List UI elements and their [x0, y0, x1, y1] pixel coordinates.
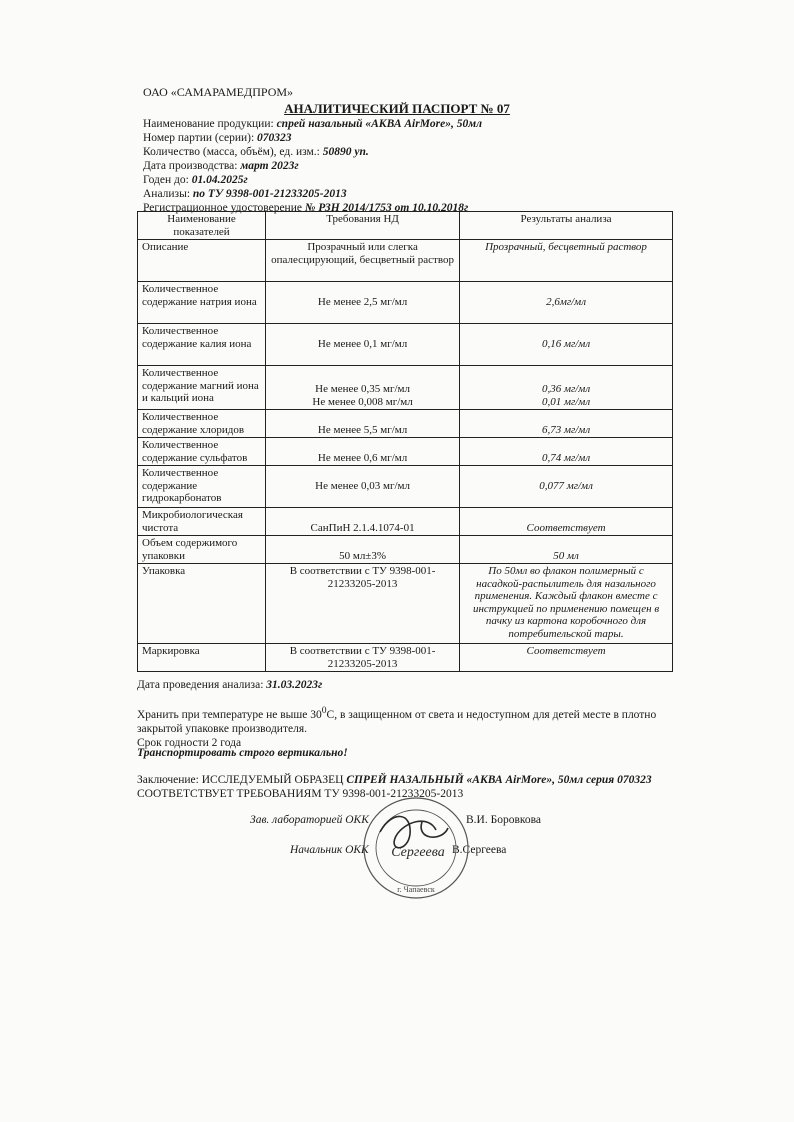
meta-analysis: Анализы: по ТУ 9398-001-21233205-2013 [143, 188, 347, 200]
row-name: Маркировка [138, 644, 266, 672]
row-name: Описание [138, 240, 266, 282]
row-name: Упаковка [138, 564, 266, 644]
table-row [138, 240, 673, 282]
stamp-text: г. Чапаевск [397, 885, 435, 894]
row-result: 6,73 мг/мл [460, 410, 673, 438]
transport-note: Транспортировать строго вертикально! [137, 747, 348, 759]
row-result: По 50мл во флакон полимерный с насадкой-распылитель для назального применения. Каждый флакон вместе с инструкцией по применению помещен в пачку из картона коробочного для потребительской тары. [460, 564, 673, 644]
table-row [138, 466, 673, 508]
row-requirement: Не менее 2,5 мг/мл [266, 282, 460, 324]
row-result: 0,16 мг/мл [460, 324, 673, 366]
meta-batch: Номер партии (серии): 070323 [143, 132, 292, 144]
row-result: Соответствует [460, 644, 673, 672]
row-result: 0,74 мг/мл [460, 438, 673, 466]
row-result: Соответствует [460, 508, 673, 536]
row-result: 2,6мг/мл [460, 282, 673, 324]
header-cell-requirements: Требования НД [266, 212, 460, 240]
table-row [138, 366, 673, 410]
meta-production-date: Дата производства: март 2023г [143, 160, 299, 172]
meta-registration: Регистрационное удостоверение № РЗН 2014/1753 от 10.10.2018г [143, 202, 469, 214]
row-result: 0,077 мг/мл [460, 466, 673, 508]
signatory-2-role: Начальник ОКК [290, 844, 369, 856]
row-result: Прозрачный, бесцветный раствор [460, 240, 673, 282]
analysis-date: Дата проведения анализа: 31.03.2023г [137, 679, 323, 691]
signature-handwriting: Сергеева [391, 845, 445, 860]
meta-product: Наименование продукции: спрей назальный «АКВА AirMore», 50мл [143, 118, 483, 130]
organization-name: ОАО «САМАРАМЕДПРОМ» [143, 85, 294, 99]
meta-quantity: Количество (масса, объём), ед. изм.: 50890 уп. [143, 146, 369, 158]
table-row [138, 324, 673, 366]
table-row [138, 644, 673, 672]
signatory-2-name: В.Сергеева [452, 844, 507, 856]
table-row [138, 564, 673, 644]
row-name: Количественное содержание натрия иона [138, 282, 266, 324]
row-requirement: Не менее 5,5 мг/мл [266, 410, 460, 438]
row-name: Количественное содержание магний иона и кальций иона [138, 366, 266, 410]
table-row [138, 536, 673, 564]
row-requirement: Не менее 0,35 мг/мл Не менее 0,008 мг/мл [266, 366, 460, 410]
conclusion: Заключение: ИССЛЕДУЕМЫЙ ОБРАЗЕЦ СПРЕЙ НАЗАЛЬНЫЙ «АКВА AirMore», 50мл серия 070323 СООТВЕТСТВУЕТ ТРЕБОВАНИЯМ ТУ 9398-001-21233205-2013 [137, 774, 652, 800]
header-cell-name: Наименование показателей [138, 212, 266, 240]
table-row [138, 410, 673, 438]
row-requirement: 50 мл±3% [266, 536, 460, 564]
document-title: АНАЛИТИЧЕСКИЙ ПАСПОРТ № 07 [284, 101, 510, 116]
row-name: Количественное содержание сульфатов [138, 438, 266, 466]
row-result: 50 мл [460, 536, 673, 564]
storage-conditions: Хранить при температуре не выше $30^0С$, в защищенном от света и недоступном для детей месте в плотно закрытой упаковке производителя. Срок годности 2 года [137, 704, 677, 750]
signature-stroke [380, 816, 448, 847]
row-name: Объем содержимого упаковки [138, 536, 266, 564]
row-requirement: СанПиН 2.1.4.1074-01 [266, 508, 460, 536]
row-name: Количественное содержание гидрокарбонатов [138, 466, 266, 508]
row-result: 0,36 мг/мл 0,01 мг/мл [460, 366, 673, 410]
signatory-1-name: В.И. Боровкова [466, 814, 542, 826]
row-requirement: Не менее 0,6 мг/мл [266, 438, 460, 466]
table-row [138, 508, 673, 536]
round-stamp-with-signature [352, 792, 480, 902]
row-name: Количественное содержание калия иона [138, 324, 266, 366]
shelf-life: Срок годности 2 года [137, 736, 242, 749]
table-row [138, 282, 673, 324]
analysis-table [137, 211, 673, 672]
document-meta [143, 117, 482, 215]
row-requirement: В соответствии с ТУ 9398-001-21233205-2013 [266, 644, 460, 672]
table-header-row [138, 212, 673, 240]
row-requirement: Прозрачный или слегка опалесцирующий, бесцветный раствор [266, 240, 460, 282]
table-row [138, 438, 673, 466]
header-cell-results: Результаты анализа [460, 212, 673, 240]
row-requirement: Не менее 0,1 мг/мл [266, 324, 460, 366]
signatory-1-role: Зав. лабораторией ОКК [250, 814, 369, 826]
meta-expiry: Годен до: 01.04.2025г [143, 174, 248, 186]
row-requirement: Не менее 0,03 мг/мл [266, 466, 460, 508]
row-name: Микробиологическая чистота [138, 508, 266, 536]
row-name: Количественное содержание хлоридов [138, 410, 266, 438]
row-requirement: В соответствии с ТУ 9398-001-21233205-2013 [266, 564, 460, 644]
